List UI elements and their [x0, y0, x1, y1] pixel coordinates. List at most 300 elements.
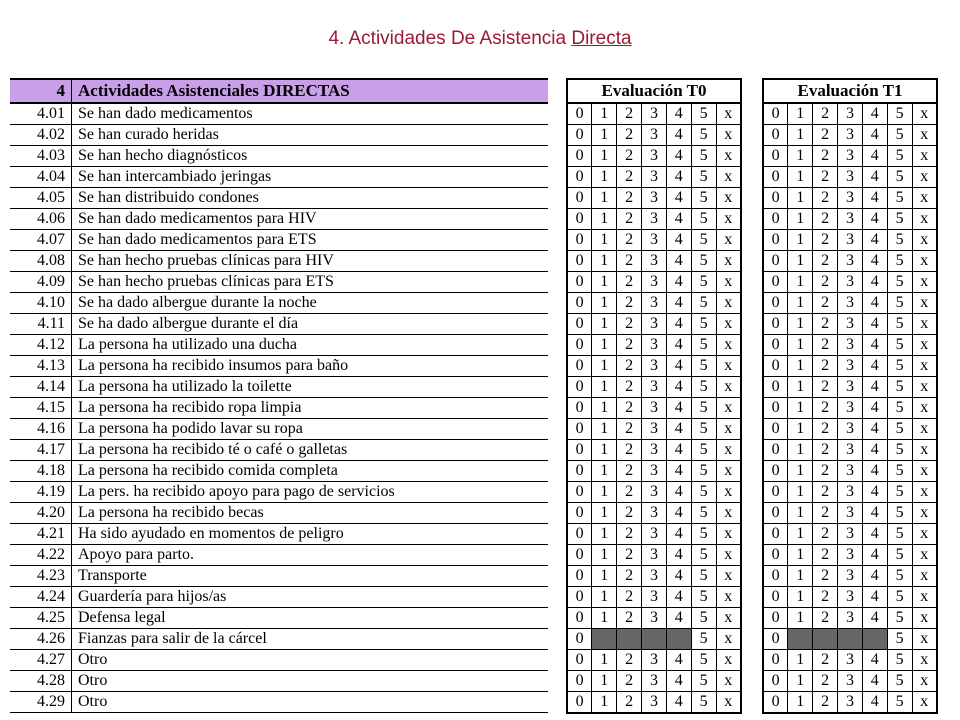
score-option-5[interactable]: 5	[691, 125, 716, 146]
score-option-4[interactable]: 4	[666, 251, 691, 272]
score-option-5[interactable]: 5	[691, 671, 716, 692]
score-option-2[interactable]: 2	[617, 377, 642, 398]
score-option-4[interactable]: 4	[666, 692, 691, 714]
score-option-3[interactable]: 3	[838, 146, 863, 167]
score-option-4[interactable]: 4	[862, 566, 887, 587]
score-option-4[interactable]: 4	[862, 356, 887, 377]
score-option-3[interactable]: 3	[838, 545, 863, 566]
score-option-0[interactable]: 0	[567, 146, 592, 167]
score-option-3[interactable]: 3	[838, 566, 863, 587]
score-option-4[interactable]: 4	[666, 356, 691, 377]
score-option-0[interactable]: 0	[567, 272, 592, 293]
score-option-4[interactable]: 4	[862, 146, 887, 167]
score-option-3[interactable]: 3	[838, 377, 863, 398]
score-option-4[interactable]: 4	[862, 188, 887, 209]
score-option-2[interactable]: 2	[617, 587, 642, 608]
score-option-2[interactable]: 2	[813, 608, 838, 629]
score-option-4[interactable]: 4	[666, 566, 691, 587]
score-option-4[interactable]: 4	[862, 671, 887, 692]
score-option-3[interactable]: 3	[642, 230, 667, 251]
score-option-5[interactable]: 5	[691, 293, 716, 314]
score-option-4[interactable]: 4	[666, 608, 691, 629]
score-option-x[interactable]: x	[716, 167, 741, 188]
score-option-3[interactable]: 3	[642, 251, 667, 272]
score-option-5[interactable]: 5	[887, 692, 912, 714]
score-option-0[interactable]: 0	[763, 335, 788, 356]
score-option-1[interactable]: 1	[592, 103, 617, 125]
score-option-4[interactable]: 4	[862, 440, 887, 461]
score-option-3[interactable]: 3	[838, 272, 863, 293]
score-option-2[interactable]: 2	[813, 419, 838, 440]
score-option-0[interactable]: 0	[763, 146, 788, 167]
score-option-x[interactable]: x	[912, 566, 937, 587]
score-option-x[interactable]: x	[912, 461, 937, 482]
score-option-x[interactable]: x	[912, 167, 937, 188]
score-option-4[interactable]: 4	[666, 398, 691, 419]
score-option-0[interactable]: 0	[763, 461, 788, 482]
score-option-x[interactable]: x	[716, 692, 741, 714]
score-option-0[interactable]: 0	[567, 650, 592, 671]
score-option-0[interactable]: 0	[763, 545, 788, 566]
score-option-2[interactable]: 2	[813, 398, 838, 419]
score-option-1[interactable]: 1	[592, 125, 617, 146]
score-option-3[interactable]: 3	[838, 209, 863, 230]
score-option-0[interactable]: 0	[763, 188, 788, 209]
score-option-3[interactable]: 3	[642, 398, 667, 419]
score-option-x[interactable]: x	[716, 335, 741, 356]
score-option-4[interactable]: 4	[666, 482, 691, 503]
score-option-4[interactable]: 4	[666, 461, 691, 482]
score-option-5[interactable]: 5	[887, 629, 912, 650]
score-option-5[interactable]: 5	[691, 272, 716, 293]
score-option-5[interactable]: 5	[887, 398, 912, 419]
score-option-5[interactable]: 5	[887, 272, 912, 293]
score-option-x[interactable]: x	[716, 650, 741, 671]
score-option-3[interactable]: 3	[838, 608, 863, 629]
score-option-2[interactable]: 2	[813, 482, 838, 503]
score-option-2[interactable]: 2	[813, 524, 838, 545]
score-option-5[interactable]: 5	[887, 146, 912, 167]
score-option-5[interactable]: 5	[691, 461, 716, 482]
score-option-2[interactable]: 2	[813, 230, 838, 251]
score-option-2[interactable]: 2	[813, 440, 838, 461]
score-option-1[interactable]: 1	[788, 230, 813, 251]
score-option-2[interactable]: 2	[813, 335, 838, 356]
score-option-4[interactable]: 4	[862, 398, 887, 419]
score-option-3[interactable]: 3	[838, 482, 863, 503]
score-option-5[interactable]: 5	[691, 314, 716, 335]
score-option-0[interactable]: 0	[567, 103, 592, 125]
score-option-0[interactable]: 0	[763, 692, 788, 714]
score-option-4[interactable]: 4	[666, 167, 691, 188]
score-option-x[interactable]: x	[716, 251, 741, 272]
score-option-x[interactable]: x	[912, 209, 937, 230]
score-option-2[interactable]: 2	[617, 103, 642, 125]
score-option-5[interactable]: 5	[691, 587, 716, 608]
score-option-4[interactable]: 4	[666, 209, 691, 230]
score-option-3[interactable]: 3	[642, 440, 667, 461]
score-option-2[interactable]: 2	[617, 503, 642, 524]
score-option-5[interactable]: 5	[691, 692, 716, 714]
score-option-2[interactable]: 2	[813, 566, 838, 587]
score-option-5[interactable]: 5	[887, 650, 912, 671]
score-option-2[interactable]: 2	[813, 146, 838, 167]
score-option-x[interactable]: x	[716, 188, 741, 209]
score-option-5[interactable]: 5	[691, 440, 716, 461]
score-option-2[interactable]: 2	[617, 419, 642, 440]
score-option-4[interactable]: 4	[666, 230, 691, 251]
score-option-0[interactable]: 0	[763, 103, 788, 125]
score-option-x[interactable]: x	[912, 377, 937, 398]
score-option-2[interactable]: 2	[617, 209, 642, 230]
score-option-1[interactable]: 1	[592, 377, 617, 398]
score-option-5[interactable]: 5	[691, 335, 716, 356]
score-option-x[interactable]: x	[912, 524, 937, 545]
score-option-3[interactable]: 3	[642, 524, 667, 545]
score-option-2[interactable]: 2	[813, 377, 838, 398]
score-option-4[interactable]: 4	[666, 671, 691, 692]
score-option-0[interactable]: 0	[567, 293, 592, 314]
score-option-4[interactable]: 4	[666, 146, 691, 167]
score-option-x[interactable]: x	[716, 503, 741, 524]
score-option-3[interactable]: 3	[642, 671, 667, 692]
score-option-3[interactable]: 3	[838, 503, 863, 524]
score-option-2[interactable]: 2	[813, 103, 838, 125]
score-option-5[interactable]: 5	[691, 650, 716, 671]
score-option-0[interactable]: 0	[763, 314, 788, 335]
score-option-5[interactable]: 5	[887, 251, 912, 272]
score-option-1[interactable]: 1	[788, 335, 813, 356]
score-option-4[interactable]: 4	[862, 251, 887, 272]
score-option-0[interactable]: 0	[567, 125, 592, 146]
score-option-2[interactable]: 2	[617, 188, 642, 209]
score-option-5[interactable]: 5	[691, 545, 716, 566]
score-option-5[interactable]: 5	[887, 587, 912, 608]
score-option-0[interactable]: 0	[567, 692, 592, 714]
score-option-3[interactable]: 3	[838, 419, 863, 440]
score-option-x[interactable]: x	[912, 293, 937, 314]
score-option-5[interactable]: 5	[887, 356, 912, 377]
score-option-3[interactable]: 3	[642, 587, 667, 608]
score-option-4[interactable]: 4	[666, 419, 691, 440]
score-option-2[interactable]: 2	[617, 251, 642, 272]
score-option-5[interactable]: 5	[691, 103, 716, 125]
score-option-3[interactable]: 3	[642, 419, 667, 440]
score-option-4[interactable]: 4	[666, 125, 691, 146]
score-option-x[interactable]: x	[716, 440, 741, 461]
score-option-5[interactable]: 5	[691, 230, 716, 251]
score-option-5[interactable]: 5	[691, 482, 716, 503]
score-option-2[interactable]: 2	[813, 167, 838, 188]
score-option-3[interactable]: 3	[838, 587, 863, 608]
score-option-3[interactable]: 3	[642, 125, 667, 146]
score-option-5[interactable]: 5	[887, 608, 912, 629]
score-option-4[interactable]: 4	[862, 314, 887, 335]
score-option-3[interactable]: 3	[838, 671, 863, 692]
score-option-x[interactable]: x	[716, 293, 741, 314]
score-option-x[interactable]: x	[912, 251, 937, 272]
score-option-1[interactable]: 1	[788, 482, 813, 503]
score-option-x[interactable]: x	[912, 188, 937, 209]
score-option-4[interactable]: 4	[862, 230, 887, 251]
score-option-0[interactable]: 0	[567, 230, 592, 251]
score-option-4[interactable]: 4	[666, 188, 691, 209]
score-option-3[interactable]: 3	[642, 608, 667, 629]
score-option-1[interactable]: 1	[592, 293, 617, 314]
score-option-3[interactable]: 3	[838, 188, 863, 209]
score-option-2[interactable]: 2	[617, 167, 642, 188]
score-option-1[interactable]: 1	[788, 272, 813, 293]
score-option-0[interactable]: 0	[763, 608, 788, 629]
score-option-0[interactable]: 0	[567, 482, 592, 503]
score-option-3[interactable]: 3	[838, 650, 863, 671]
score-option-x[interactable]: x	[912, 272, 937, 293]
score-option-1[interactable]: 1	[788, 103, 813, 125]
score-option-1[interactable]: 1	[788, 608, 813, 629]
score-option-4[interactable]: 4	[666, 314, 691, 335]
score-option-3[interactable]: 3	[642, 103, 667, 125]
score-option-1[interactable]: 1	[788, 419, 813, 440]
score-option-3[interactable]: 3	[642, 692, 667, 714]
score-option-1[interactable]: 1	[592, 314, 617, 335]
score-option-2[interactable]: 2	[813, 293, 838, 314]
score-option-x[interactable]: x	[912, 692, 937, 714]
score-option-0[interactable]: 0	[567, 209, 592, 230]
score-option-1[interactable]: 1	[592, 671, 617, 692]
score-option-1[interactable]: 1	[788, 461, 813, 482]
score-option-0[interactable]: 0	[567, 188, 592, 209]
score-option-0[interactable]: 0	[567, 419, 592, 440]
score-option-x[interactable]: x	[716, 566, 741, 587]
score-option-3[interactable]: 3	[838, 440, 863, 461]
score-option-5[interactable]: 5	[887, 335, 912, 356]
score-option-0[interactable]: 0	[763, 482, 788, 503]
score-option-5[interactable]: 5	[887, 314, 912, 335]
score-option-3[interactable]: 3	[642, 650, 667, 671]
score-option-0[interactable]: 0	[567, 377, 592, 398]
score-option-5[interactable]: 5	[691, 251, 716, 272]
score-option-1[interactable]: 1	[592, 545, 617, 566]
score-option-1[interactable]: 1	[788, 524, 813, 545]
score-option-2[interactable]: 2	[617, 482, 642, 503]
score-option-3[interactable]: 3	[642, 356, 667, 377]
score-option-1[interactable]: 1	[592, 524, 617, 545]
score-option-5[interactable]: 5	[691, 608, 716, 629]
score-option-5[interactable]: 5	[887, 125, 912, 146]
score-option-0[interactable]: 0	[763, 230, 788, 251]
score-option-1[interactable]: 1	[592, 356, 617, 377]
score-option-5[interactable]: 5	[887, 671, 912, 692]
score-option-2[interactable]: 2	[813, 461, 838, 482]
score-option-0[interactable]: 0	[567, 566, 592, 587]
score-option-4[interactable]: 4	[862, 608, 887, 629]
score-option-0[interactable]: 0	[763, 524, 788, 545]
score-option-3[interactable]: 3	[642, 146, 667, 167]
score-option-x[interactable]: x	[912, 503, 937, 524]
score-option-x[interactable]: x	[716, 230, 741, 251]
score-option-5[interactable]: 5	[691, 566, 716, 587]
score-option-3[interactable]: 3	[838, 461, 863, 482]
score-option-x[interactable]: x	[912, 398, 937, 419]
score-option-5[interactable]: 5	[887, 167, 912, 188]
score-option-2[interactable]: 2	[617, 692, 642, 714]
score-option-x[interactable]: x	[716, 629, 741, 650]
score-option-5[interactable]: 5	[887, 188, 912, 209]
score-option-x[interactable]: x	[716, 545, 741, 566]
score-option-2[interactable]: 2	[617, 440, 642, 461]
score-option-3[interactable]: 3	[642, 335, 667, 356]
score-option-0[interactable]: 0	[567, 251, 592, 272]
score-option-0[interactable]: 0	[567, 440, 592, 461]
score-option-1[interactable]: 1	[592, 272, 617, 293]
score-option-x[interactable]: x	[912, 608, 937, 629]
score-option-3[interactable]: 3	[838, 167, 863, 188]
score-option-0[interactable]: 0	[763, 440, 788, 461]
score-option-2[interactable]: 2	[617, 146, 642, 167]
score-option-0[interactable]: 0	[567, 545, 592, 566]
score-option-1[interactable]: 1	[592, 461, 617, 482]
score-option-0[interactable]: 0	[567, 167, 592, 188]
score-option-0[interactable]: 0	[567, 608, 592, 629]
score-option-2[interactable]: 2	[813, 272, 838, 293]
score-option-4[interactable]: 4	[666, 377, 691, 398]
score-option-4[interactable]: 4	[666, 503, 691, 524]
score-option-1[interactable]: 1	[592, 209, 617, 230]
score-option-5[interactable]: 5	[691, 356, 716, 377]
score-option-x[interactable]: x	[716, 461, 741, 482]
score-option-1[interactable]: 1	[788, 377, 813, 398]
score-option-1[interactable]: 1	[788, 692, 813, 714]
score-option-1[interactable]: 1	[788, 440, 813, 461]
score-option-x[interactable]: x	[716, 608, 741, 629]
score-option-2[interactable]: 2	[617, 272, 642, 293]
score-option-x[interactable]: x	[912, 125, 937, 146]
score-option-1[interactable]: 1	[788, 167, 813, 188]
score-option-5[interactable]: 5	[691, 419, 716, 440]
score-option-1[interactable]: 1	[788, 314, 813, 335]
score-option-2[interactable]: 2	[617, 356, 642, 377]
score-option-5[interactable]: 5	[887, 377, 912, 398]
score-option-0[interactable]: 0	[567, 671, 592, 692]
score-option-2[interactable]: 2	[617, 125, 642, 146]
score-option-3[interactable]: 3	[838, 335, 863, 356]
score-option-1[interactable]: 1	[592, 251, 617, 272]
score-option-3[interactable]: 3	[642, 188, 667, 209]
score-option-4[interactable]: 4	[862, 167, 887, 188]
score-option-0[interactable]: 0	[763, 251, 788, 272]
score-option-0[interactable]: 0	[763, 419, 788, 440]
score-option-1[interactable]: 1	[788, 251, 813, 272]
score-option-1[interactable]: 1	[592, 503, 617, 524]
score-option-4[interactable]: 4	[666, 335, 691, 356]
score-option-0[interactable]: 0	[763, 356, 788, 377]
score-option-1[interactable]: 1	[592, 188, 617, 209]
score-option-3[interactable]: 3	[642, 377, 667, 398]
score-option-x[interactable]: x	[716, 356, 741, 377]
score-option-0[interactable]: 0	[567, 398, 592, 419]
score-option-5[interactable]: 5	[887, 524, 912, 545]
score-option-0[interactable]: 0	[763, 587, 788, 608]
score-option-4[interactable]: 4	[862, 503, 887, 524]
score-option-3[interactable]: 3	[838, 314, 863, 335]
title-link[interactable]: Directa	[571, 28, 632, 49]
score-option-5[interactable]: 5	[691, 188, 716, 209]
score-option-2[interactable]: 2	[813, 692, 838, 714]
score-option-2[interactable]: 2	[813, 188, 838, 209]
score-option-3[interactable]: 3	[642, 566, 667, 587]
score-option-3[interactable]: 3	[642, 482, 667, 503]
score-option-x[interactable]: x	[912, 587, 937, 608]
score-option-0[interactable]: 0	[567, 461, 592, 482]
score-option-x[interactable]: x	[716, 419, 741, 440]
score-option-2[interactable]: 2	[813, 587, 838, 608]
score-option-5[interactable]: 5	[887, 461, 912, 482]
score-option-1[interactable]: 1	[788, 503, 813, 524]
score-option-x[interactable]: x	[716, 209, 741, 230]
score-option-0[interactable]: 0	[763, 650, 788, 671]
score-option-0[interactable]: 0	[763, 671, 788, 692]
score-option-2[interactable]: 2	[617, 671, 642, 692]
score-option-1[interactable]: 1	[788, 398, 813, 419]
score-option-3[interactable]: 3	[838, 293, 863, 314]
score-option-4[interactable]: 4	[862, 461, 887, 482]
score-option-2[interactable]: 2	[617, 314, 642, 335]
score-option-2[interactable]: 2	[813, 125, 838, 146]
score-option-x[interactable]: x	[912, 146, 937, 167]
score-option-3[interactable]: 3	[642, 545, 667, 566]
score-option-3[interactable]: 3	[838, 524, 863, 545]
score-option-2[interactable]: 2	[617, 524, 642, 545]
score-option-4[interactable]: 4	[862, 209, 887, 230]
score-option-5[interactable]: 5	[887, 419, 912, 440]
score-option-0[interactable]: 0	[567, 524, 592, 545]
score-option-2[interactable]: 2	[813, 356, 838, 377]
score-option-x[interactable]: x	[716, 482, 741, 503]
score-option-1[interactable]: 1	[592, 167, 617, 188]
score-option-0[interactable]: 0	[567, 356, 592, 377]
score-option-3[interactable]: 3	[838, 125, 863, 146]
score-option-x[interactable]: x	[716, 125, 741, 146]
score-option-x[interactable]: x	[716, 314, 741, 335]
score-option-1[interactable]: 1	[788, 188, 813, 209]
score-option-1[interactable]: 1	[592, 146, 617, 167]
score-option-3[interactable]: 3	[838, 103, 863, 125]
score-option-x[interactable]: x	[912, 545, 937, 566]
score-option-2[interactable]: 2	[617, 230, 642, 251]
score-option-4[interactable]: 4	[862, 103, 887, 125]
score-option-4[interactable]: 4	[666, 524, 691, 545]
score-option-5[interactable]: 5	[887, 566, 912, 587]
score-option-1[interactable]: 1	[788, 566, 813, 587]
score-option-2[interactable]: 2	[617, 335, 642, 356]
score-option-0[interactable]: 0	[567, 335, 592, 356]
score-option-1[interactable]: 1	[788, 293, 813, 314]
score-option-0[interactable]: 0	[763, 167, 788, 188]
score-option-1[interactable]: 1	[788, 671, 813, 692]
score-option-4[interactable]: 4	[862, 377, 887, 398]
score-option-3[interactable]: 3	[642, 293, 667, 314]
score-option-5[interactable]: 5	[887, 103, 912, 125]
score-option-0[interactable]: 0	[763, 398, 788, 419]
score-option-4[interactable]: 4	[666, 103, 691, 125]
score-option-0[interactable]: 0	[567, 587, 592, 608]
score-option-5[interactable]: 5	[887, 293, 912, 314]
score-option-4[interactable]: 4	[666, 293, 691, 314]
score-option-2[interactable]: 2	[617, 608, 642, 629]
score-option-4[interactable]: 4	[862, 482, 887, 503]
score-option-x[interactable]: x	[716, 671, 741, 692]
score-option-1[interactable]: 1	[788, 545, 813, 566]
